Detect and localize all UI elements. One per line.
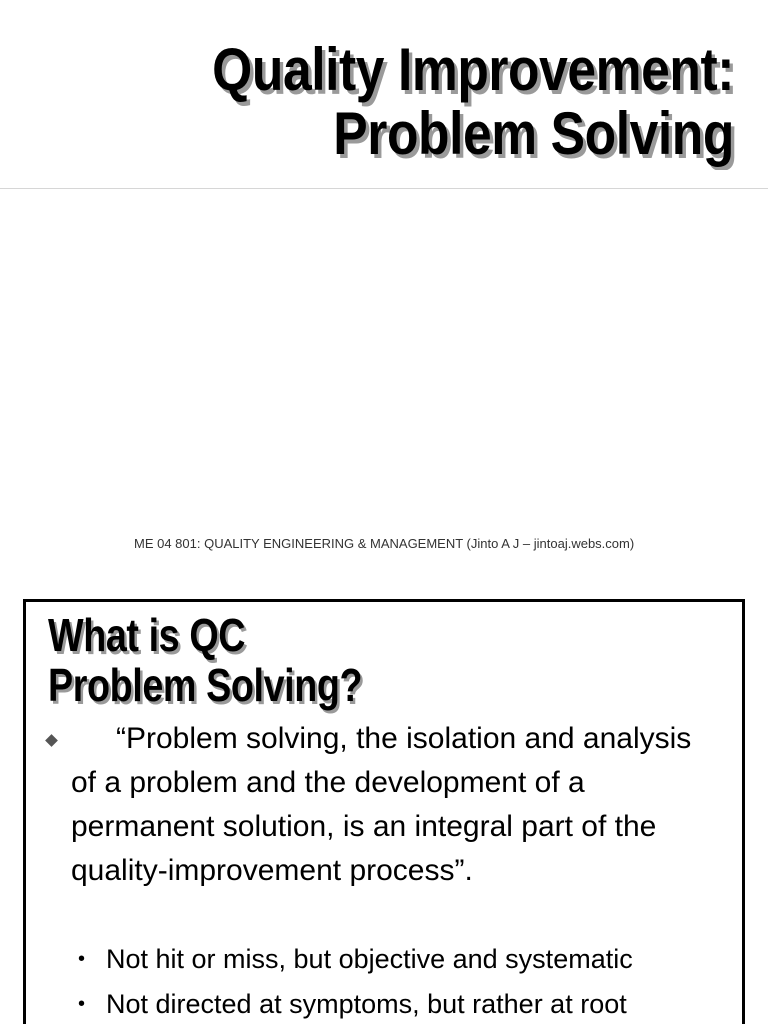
slide-title-line-1: Quality Improvement:: [212, 36, 735, 103]
main-bullet-text: “Problem solving, the isolation and analysis of a problem and the development of a permanent solution, is an integral part of the quality-improvement process”.: [71, 722, 692, 887]
slide-heading: [48, 610, 458, 710]
slide-heading-line-1: What is QC: [48, 609, 246, 661]
slide-heading-line-2: Problem Solving?: [48, 659, 363, 711]
title-divider: [0, 188, 768, 189]
slide-title-line-2: Problem Solving: [333, 100, 734, 167]
slide-content: [23, 599, 745, 1024]
slide-title: [132, 38, 734, 166]
sub-bullet-item: [78, 937, 738, 982]
sub-bullet-list: [78, 937, 738, 1024]
bullet-dot-icon: •: [78, 993, 86, 1015]
sub-bullet-text: Not hit or miss, but objective and systematic: [106, 944, 633, 974]
sub-bullet-text: Not directed at symptoms, but rather at root: [106, 989, 627, 1019]
bullet-dot-icon: •: [78, 948, 86, 970]
diamond-bullet-icon: [45, 734, 58, 747]
slide-footer: ME 04 801: QUALITY ENGINEERING & MANAGEMENT (Jinto A J – jintoaj.webs.com): [134, 536, 635, 551]
sub-bullet-item: [78, 982, 738, 1024]
